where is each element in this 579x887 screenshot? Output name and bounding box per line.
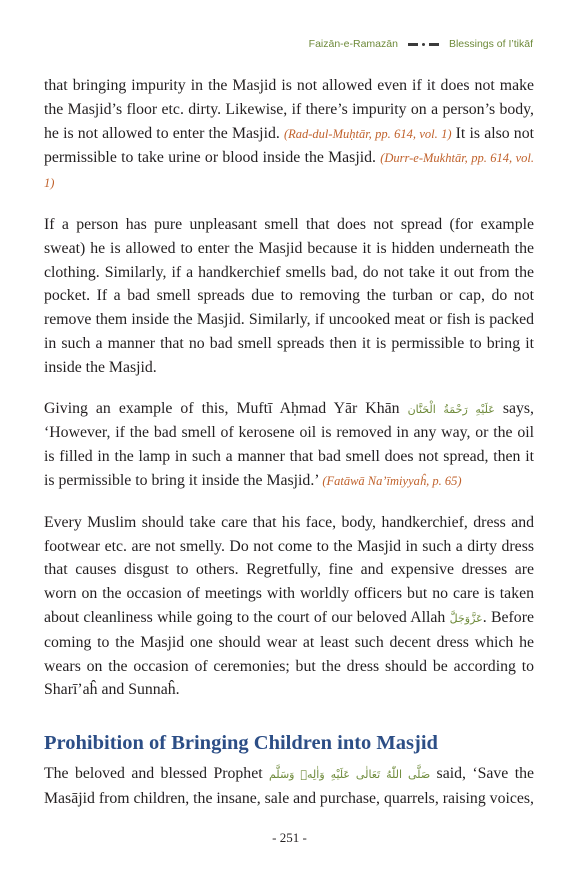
citation: (Durr-e-Mukhtār, pp. 614, vol. 1) <box>44 151 534 191</box>
paragraph-prophet <box>44 762 534 811</box>
paragraph-text: says, ‘However, if the bad smell of kerosene oil is removed in any way, or the oil is filled in the lamp in such a manner that bad smell does not spread, then it is permissible to bring it inside the Masjid.’ <box>44 399 534 489</box>
arabic-honorific: صَلَّى اللّٰهُ تَعَالٰى عَلَيْهِ وَاٰلِهٖ وَسَلَّم <box>268 768 431 782</box>
paragraph-text: that bringing impurity in the Masjid is not allowed even if it does not make the Masjid’s floor etc. dirty. Likewise, if there’s impurity on a person’s body, he is not allowed to enter the Masjid. <box>44 77 534 142</box>
header-separator <box>408 43 439 46</box>
arabic-honorific: عَلَيْهِ رَحْمَةُ الْحَنَّان <box>407 402 495 416</box>
separator-dash-icon <box>408 43 418 46</box>
page-body <box>44 74 534 828</box>
paragraph-text: Giving an example of this, Muftī Aḥmad Yār Khān <box>44 399 408 417</box>
separator-dash-icon <box>429 43 439 46</box>
paragraph-impurity <box>44 74 534 196</box>
page-number: - 251 - <box>272 830 307 845</box>
paragraph-text: said, ‘Save the Masājid from children, the insane, sale and purchase, quarrels, raising voices, <box>44 765 534 807</box>
citation: (Fatāwā Na’īmiyyaĥ, p. 65) <box>322 473 462 488</box>
chapter-title: Blessings of I’tikāf <box>448 38 533 50</box>
book-title: Faizān-e-Ramazān <box>308 38 398 50</box>
paragraph-text: . Before coming to the Masjid one should wear at least such decent dress which he wears on the occasion of ceremonies; but the dress should be according to Sharī’aĥ and Sunnaĥ. <box>44 608 534 699</box>
arabic-honorific: عَزَّوَجَلَّ <box>449 611 483 625</box>
paragraph-text: Every Muslim should take care that his face, body, handkerchief, dress and footwear etc. are not smelly. Do not come to the Masjid in such a dirty dress that causes disgust to others. Regretfully, fine and expensive dresses are worn on the occasion of meetings with worldly officers but no care is taken about cleanliness while going to the court of our beloved Allah <box>44 513 534 626</box>
citation: (Rad-dul-Muḥtār, pp. 614, vol. 1) <box>283 126 452 141</box>
paragraph-smell <box>44 213 534 380</box>
paragraph-text: It is also not permissible to take urine or blood inside the Masjid. <box>44 124 534 167</box>
section-heading: Prohibition of Bringing Children into Masjid <box>44 732 438 755</box>
running-header <box>309 38 533 50</box>
paragraph-text: If a person has pure unpleasant smell that does not spread (for example sweat) he is allowed to enter the Masjid because it is hidden underneath the clothing. Similarly, if a handkerchief smells bad, do not take it out from the pocket. If a bad smell spreads due to removing the turban or cap, do not remove them inside the Masjid. Similarly, if uncooked meat or fish is packed in such a manner that no bad smell spreads then it is permissible to bring it inside the Masjid. <box>44 215 534 376</box>
paragraph-example <box>44 397 534 494</box>
separator-dot-icon <box>422 43 425 46</box>
paragraph-text: The beloved and blessed Prophet <box>44 765 269 783</box>
paragraph-cleanliness <box>44 511 534 702</box>
